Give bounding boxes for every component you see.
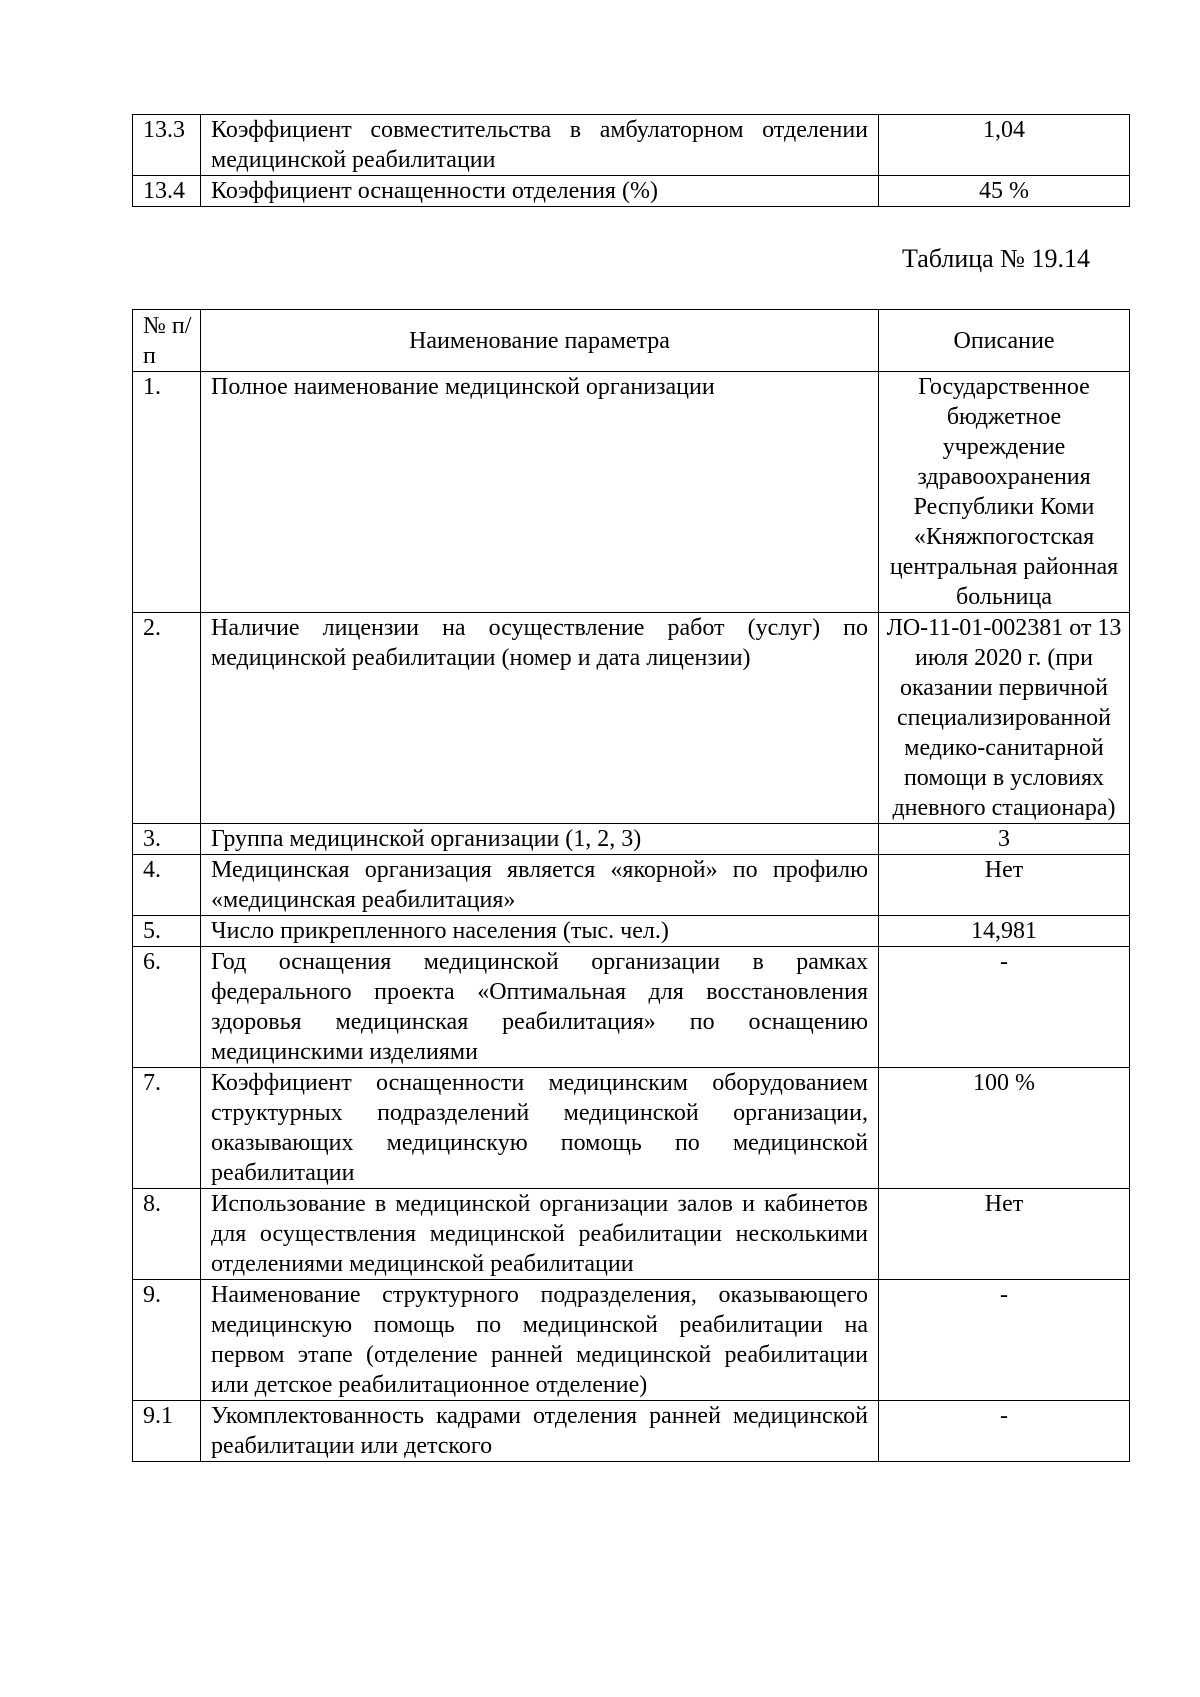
row-number: 2. [133,613,201,824]
row-number: 6. [133,947,201,1068]
row-number: 8. [133,1189,201,1280]
header-description: Описание [879,310,1130,372]
parameter-value: - [879,1401,1130,1462]
table-row [133,855,1130,916]
table-caption: Таблица № 19.14 [901,244,1090,273]
row-number: 1. [133,372,201,613]
row-number: 9. [133,1280,201,1401]
parameter-name: Число прикрепленного населения (тыс. чел.) [201,916,879,947]
parameter-value: Нет [879,1189,1130,1280]
parameter-value: ЛО-11-01-002381 от 13 июля 2020 г. (при оказании первичной специализированной медико-санитарной помощи в условиях дневного стационара) [879,613,1130,824]
parameter-name: Использование в медицинской организации залов и кабинетов для осуществления медицинской реабилитации несколькими отделениями медицинской реабилитации [201,1189,879,1280]
parameter-value: Нет [879,855,1130,916]
parameter-value: 14,981 [879,916,1130,947]
parameter-value: - [879,1280,1130,1401]
parameters-table [132,309,1130,1462]
continued-table [132,114,1130,207]
table-row [133,613,1130,824]
table-row [133,947,1130,1068]
table-row [133,1401,1130,1462]
table-row [133,1280,1130,1401]
parameter-name: Полное наименование медицинской организации [201,372,879,613]
row-number: 13.4 [133,176,201,207]
row-number: 13.3 [133,115,201,176]
parameter-name: Группа медицинской организации (1, 2, 3) [201,824,879,855]
table-row [133,115,1130,176]
parameter-value: 1,04 [879,115,1130,176]
table-row [133,1068,1130,1189]
parameter-name: Коэффициент оснащенности отделения (%) [201,176,879,207]
row-number: 9.1 [133,1401,201,1462]
parameter-name: Медицинская организация является «якорной» по профилю «медицинская реабилитация» [201,855,879,916]
header-number: № п/п [133,310,201,372]
table-row [133,176,1130,207]
parameter-value: Государственное бюджетное учреждение здравоохранения Республики Коми «Княжпогостская центральная районная больница [879,372,1130,613]
table-row [133,916,1130,947]
table-row [133,1189,1130,1280]
row-number: 7. [133,1068,201,1189]
parameter-value: 3 [879,824,1130,855]
row-number: 5. [133,916,201,947]
parameter-value: 100 % [879,1068,1130,1189]
parameter-name: Наименование структурного подразделения, оказывающего медицинскую помощь по медицинской реабилитации на первом этапе (отделение ранней медицинской реабилитации или детское реабилитационное отделение) [201,1280,879,1401]
row-number: 3. [133,824,201,855]
parameter-value: 45 % [879,176,1130,207]
parameter-name: Коэффициент совместительства в амбулаторном отделении медицинской реабилитации [201,115,879,176]
table-header-row [133,310,1130,372]
parameter-name: Коэффициент оснащенности медицинским оборудованием структурных подразделений медицинской организации, оказывающих медицинскую помощь по медицинской реабилитации [201,1068,879,1189]
table-row [133,824,1130,855]
parameter-name: Наличие лицензии на осуществление работ (услуг) по медицинской реабилитации (номер и дата лицензии) [201,613,879,824]
parameter-name: Год оснащения медицинской организации в рамках федерального проекта «Оптимальная для восстановления здоровья медицинская реабилитация» по оснащению медицинскими изделиями [201,947,879,1068]
header-parameter: Наименование параметра [201,310,879,372]
parameter-value: - [879,947,1130,1068]
table-row [133,372,1130,613]
row-number: 4. [133,855,201,916]
parameter-name: Укомплектованность кадрами отделения ранней медицинской реабилитации или детского [201,1401,879,1462]
